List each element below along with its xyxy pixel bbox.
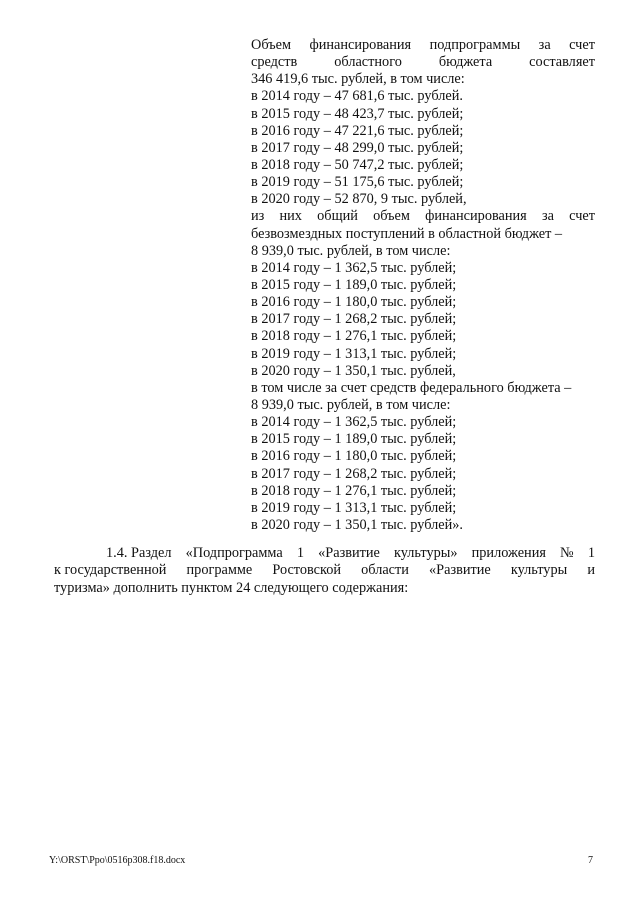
- word: 1.4. Раздел: [106, 545, 172, 561]
- word: «Подпрограмма: [185, 545, 283, 561]
- file-path: Y:\ORST\Ppo\0516p308.f18.docx: [49, 855, 186, 866]
- year-line: в 2017 году – 48 299,0 тыс. рублей;: [251, 139, 464, 156]
- word: них: [279, 208, 302, 225]
- word: приложения: [471, 545, 546, 561]
- word: объем: [373, 208, 410, 225]
- word: счет: [569, 37, 595, 53]
- year-line: в 2018 году – 50 747,2 тыс. рублей;: [251, 156, 464, 173]
- word: общий: [317, 208, 358, 225]
- gratuitous-years-list: [251, 260, 595, 380]
- federal-year-line: в 2019 году – 1 313,1 тыс. рублей;: [251, 499, 457, 516]
- of-which-line: [251, 208, 595, 225]
- word: за: [538, 37, 551, 53]
- word: финансирования: [425, 208, 527, 225]
- word: «Развитие: [429, 562, 491, 579]
- word: культуры: [510, 562, 568, 579]
- amendment-paragraph: [54, 545, 595, 597]
- paragraph-line-3: туризма» дополнить пунктом 24 следующего содержания:: [54, 579, 409, 596]
- word: 1: [587, 545, 595, 561]
- intro-line: [251, 37, 595, 54]
- word: бюджета: [438, 54, 493, 71]
- word: из: [251, 208, 265, 225]
- word: и: [587, 562, 595, 579]
- word: «Развитие: [318, 545, 380, 561]
- word: программе: [186, 562, 253, 579]
- gratuitous-line: безвозмездных поступлений в областной бюджет –: [251, 225, 563, 242]
- word: Ростовской: [272, 562, 342, 579]
- year-line: в 2014 году – 47 681,6 тыс. рублей.: [251, 88, 463, 105]
- gratuitous-year-line: в 2020 году – 1 350,1 тыс. рублей,: [251, 362, 456, 379]
- federal-year-line: в 2018 году – 1 276,1 тыс. рублей;: [251, 482, 457, 499]
- word: Объем: [251, 37, 292, 53]
- word: культуры»: [394, 545, 458, 561]
- paragraph-line-2: [54, 562, 595, 579]
- gratuitous-year-line: в 2017 году – 1 268,2 тыс. рублей;: [251, 311, 457, 328]
- word: счет: [569, 208, 595, 225]
- year-line: в 2015 году – 48 423,7 тыс. рублей;: [251, 105, 464, 122]
- federal-year-line: в 2015 году – 1 189,0 тыс. рублей;: [251, 431, 457, 448]
- year-line: в 2020 году – 52 870, 9 тыс. рублей,: [251, 191, 467, 208]
- intro-line-2: [251, 54, 595, 71]
- federal-years-list: [251, 414, 595, 534]
- word: области: [361, 562, 409, 579]
- gratuitous-year-line: в 2019 году – 1 313,1 тыс. рублей;: [251, 345, 457, 362]
- paragraph-line-1: [54, 545, 595, 562]
- word: подпрограммы: [429, 37, 521, 53]
- word: составляет: [529, 54, 595, 71]
- word: №: [560, 545, 574, 561]
- gratuitous-total-line: 8 939,0 тыс. рублей, в том числе:: [251, 242, 451, 259]
- federal-year-line: в 2017 году – 1 268,2 тыс. рублей;: [251, 465, 457, 482]
- federal-year-line: в 2014 году – 1 362,5 тыс. рублей;: [251, 414, 457, 431]
- gratuitous-year-line: в 2014 году – 1 362,5 тыс. рублей;: [251, 259, 457, 276]
- word: финансирования: [309, 37, 412, 53]
- years-list: [251, 88, 595, 208]
- word: областного: [334, 54, 402, 71]
- word: средств: [251, 54, 298, 71]
- federal-total-line: 8 939,0 тыс. рублей, в том числе:: [251, 396, 451, 413]
- total-line: 346 419,6 тыс. рублей, в том числе:: [251, 71, 465, 88]
- year-line: в 2016 году – 47 221,6 тыс. рублей;: [251, 122, 464, 139]
- page-number: 7: [588, 855, 593, 866]
- gratuitous-year-line: в 2018 году – 1 276,1 тыс. рублей;: [251, 328, 457, 345]
- federal-year-line: в 2016 году – 1 180,0 тыс. рублей;: [251, 448, 457, 465]
- gratuitous-year-line: в 2016 году – 1 180,0 тыс. рублей;: [251, 294, 457, 311]
- gratuitous-year-line: в 2015 году – 1 189,0 тыс. рублей;: [251, 276, 457, 293]
- financing-block: [251, 37, 595, 534]
- word: 1: [296, 545, 305, 561]
- federal-line: в том числе за счет средств федерального бюджета –: [251, 379, 572, 396]
- federal-year-line: в 2020 году – 1 350,1 тыс. рублей».: [251, 516, 463, 533]
- word: к государственной: [54, 562, 167, 579]
- year-line: в 2019 году – 51 175,6 тыс. рублей;: [251, 174, 464, 191]
- word: за: [541, 208, 554, 225]
